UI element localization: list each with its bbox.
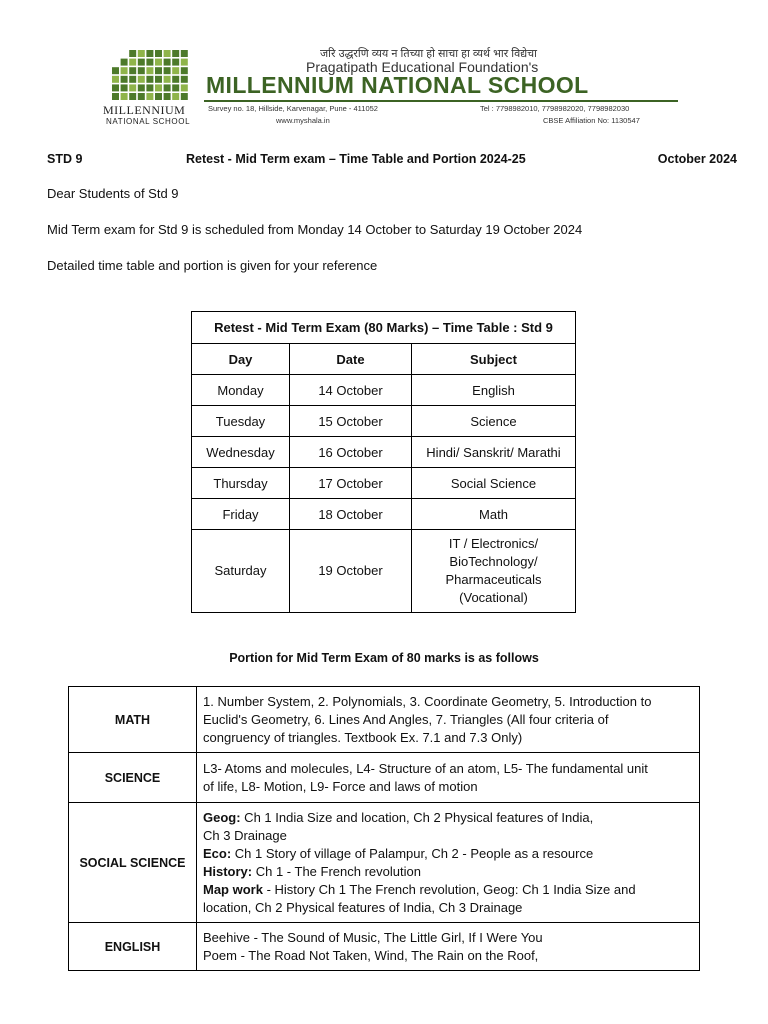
logo-cell bbox=[129, 84, 136, 91]
logo-cell bbox=[138, 59, 145, 66]
logo-cell bbox=[121, 76, 128, 83]
row-date: 18 October bbox=[290, 499, 412, 530]
timetable bbox=[191, 311, 576, 613]
logo-cell bbox=[129, 67, 136, 74]
row-day: Tuesday bbox=[192, 406, 290, 437]
history-text: Ch 1 - The French revolution bbox=[252, 863, 421, 879]
school-website: www.myshala.in bbox=[276, 116, 330, 125]
header-divider bbox=[204, 100, 678, 102]
logo-cell bbox=[138, 76, 145, 83]
portion-line bbox=[203, 809, 693, 827]
row-date: 16 October bbox=[290, 437, 412, 468]
portion-line: congruency of triangles. Textbook Ex. 7.1 and 7.3 Only) bbox=[203, 729, 523, 745]
geog-label: Geog: bbox=[203, 809, 241, 825]
history-label: History: bbox=[203, 863, 253, 879]
portion-line: Beehive - The Sound of Music, The Little Girl, If I Were You bbox=[203, 929, 543, 945]
logo-cell bbox=[172, 84, 179, 91]
logo-cell bbox=[164, 93, 171, 100]
map-work-text: - History Ch 1 The French revolution, Geog: Ch 1 India Size and bbox=[262, 881, 636, 897]
english-portion bbox=[197, 923, 700, 971]
portion-title: Portion for Mid Term Exam of 80 marks is as follows bbox=[229, 651, 539, 665]
social-science-portion bbox=[197, 803, 700, 923]
logo-cell bbox=[181, 50, 188, 57]
exam-schedule-text: Mid Term exam for Std 9 is scheduled from Monday 14 October to Saturday 19 October 2024 bbox=[47, 222, 583, 237]
row-subject: Social Science bbox=[412, 468, 576, 499]
subject-science: SCIENCE bbox=[69, 753, 197, 803]
logo-cell bbox=[112, 67, 119, 74]
row-day: Monday bbox=[192, 375, 290, 406]
subject-line: Pharmaceuticals bbox=[445, 572, 542, 587]
logo-school-name: MILLENNIUM bbox=[103, 103, 186, 117]
logo-cell bbox=[112, 93, 119, 100]
logo-cell bbox=[155, 50, 162, 57]
document-title: Retest - Mid Term exam – Time Table and Portion 2024-25 bbox=[186, 152, 526, 166]
logo-cell bbox=[155, 76, 162, 83]
subject-line: BioTechnology/ bbox=[449, 554, 538, 569]
logo-cell bbox=[155, 93, 162, 100]
table-row bbox=[192, 437, 576, 468]
school-motto: जरि उद्धरणि व्यय न तिच्या हो साचा हा व्यर्थ भार विद्येचा bbox=[320, 48, 537, 60]
logo-cell bbox=[164, 84, 171, 91]
logo-cell bbox=[121, 93, 128, 100]
logo-cell bbox=[138, 50, 145, 57]
logo-cell bbox=[146, 93, 153, 100]
portion-line: 1. Number System, 2. Polynomials, 3. Coordinate Geometry, 5. Introduction to bbox=[203, 693, 652, 709]
header-subject: Subject bbox=[412, 344, 576, 375]
portion-line: location, Ch 2 Physical features of India, Ch 3 Drainage bbox=[203, 899, 523, 915]
school-logo-icon bbox=[112, 50, 190, 100]
logo-cell bbox=[181, 67, 188, 74]
logo-cell bbox=[181, 59, 188, 66]
logo-cell bbox=[164, 67, 171, 74]
timetable-header-row bbox=[192, 344, 576, 375]
row-day: Friday bbox=[192, 499, 290, 530]
logo-cell bbox=[172, 59, 179, 66]
table-row bbox=[69, 753, 700, 803]
geog-text: Ch 1 India Size and location, Ch 2 Physical features of India, bbox=[240, 809, 594, 825]
logo-cell bbox=[112, 76, 119, 83]
logo-cell bbox=[138, 93, 145, 100]
school-address: Survey no. 18, Hillside, Karvenagar, Pune - 411052 bbox=[208, 104, 378, 113]
table-row bbox=[192, 499, 576, 530]
row-date: 17 October bbox=[290, 468, 412, 499]
row-date: 15 October bbox=[290, 406, 412, 437]
school-name: MILLENNIUM NATIONAL SCHOOL bbox=[206, 72, 589, 98]
row-subject: Hindi/ Sanskrit/ Marathi bbox=[412, 437, 576, 468]
table-row bbox=[192, 406, 576, 437]
logo-cell bbox=[172, 76, 179, 83]
logo-cell bbox=[121, 59, 128, 66]
header-date: Date bbox=[290, 344, 412, 375]
row-subject bbox=[412, 530, 576, 613]
logo-cell bbox=[121, 84, 128, 91]
portion-line: Euclid's Geometry, 6. Lines And Angles, 7. Triangles (All four criteria of bbox=[203, 711, 609, 727]
row-subject: English bbox=[412, 375, 576, 406]
foundation-name: Pragatipath Educational Foundation's bbox=[306, 59, 539, 75]
school-telephone: Tel : 7798982010, 7798982020, 7798982030 bbox=[480, 104, 630, 113]
logo-cell bbox=[172, 50, 179, 57]
timetable-caption: Retest - Mid Term Exam (80 Marks) – Time Table : Std 9 bbox=[192, 312, 576, 344]
subject-math: MATH bbox=[69, 687, 197, 753]
portion-line: Ch 3 Drainage bbox=[203, 827, 287, 843]
logo-school-subtitle: NATIONAL SCHOOL bbox=[106, 117, 191, 126]
subject-english: ENGLISH bbox=[69, 923, 197, 971]
table-row bbox=[69, 923, 700, 971]
logo-cell bbox=[146, 67, 153, 74]
reference-text: Detailed time table and portion is given for your reference bbox=[47, 258, 378, 273]
science-portion bbox=[197, 753, 700, 803]
subject-line: IT / Electronics/ bbox=[448, 536, 539, 551]
logo-cell bbox=[164, 76, 171, 83]
header-day: Day bbox=[192, 344, 290, 375]
portion-line bbox=[203, 881, 693, 899]
logo-cell bbox=[164, 59, 171, 66]
logo-cell bbox=[181, 76, 188, 83]
logo-cell bbox=[146, 59, 153, 66]
portion-table bbox=[68, 686, 700, 971]
table-row bbox=[192, 468, 576, 499]
map-work-label: Map work bbox=[203, 881, 263, 897]
row-day: Wednesday bbox=[192, 437, 290, 468]
portion-line bbox=[203, 863, 693, 881]
logo-cell bbox=[146, 76, 153, 83]
row-subject: Science bbox=[412, 406, 576, 437]
cbse-affiliation: CBSE Affiliation No: 1130547 bbox=[543, 116, 640, 125]
table-row bbox=[192, 375, 576, 406]
logo-cell bbox=[155, 67, 162, 74]
logo-cell bbox=[146, 84, 153, 91]
eco-label: Eco: bbox=[203, 845, 232, 861]
logo-cell bbox=[164, 50, 171, 57]
std-label: STD 9 bbox=[47, 152, 83, 166]
portion-line bbox=[203, 845, 693, 863]
logo-cell bbox=[155, 59, 162, 66]
logo-cell bbox=[138, 84, 145, 91]
table-row bbox=[192, 530, 576, 613]
logo-cell bbox=[138, 67, 145, 74]
logo-cell bbox=[129, 50, 136, 57]
logo-cell bbox=[181, 93, 188, 100]
document-month: October 2024 bbox=[657, 152, 737, 166]
logo-cell bbox=[129, 93, 136, 100]
logo-cell bbox=[129, 76, 136, 83]
portion-line: L3- Atoms and molecules, L4- Structure of an atom, L5- The fundamental unit bbox=[203, 760, 648, 776]
row-day: Thursday bbox=[192, 468, 290, 499]
logo-cell bbox=[172, 67, 179, 74]
math-portion bbox=[197, 687, 700, 753]
row-subject: Math bbox=[412, 499, 576, 530]
table-row bbox=[69, 803, 700, 923]
logo-cell bbox=[172, 93, 179, 100]
subject-social-science: SOCIAL SCIENCE bbox=[69, 803, 197, 923]
table-row bbox=[69, 687, 700, 753]
logo-cell bbox=[121, 67, 128, 74]
eco-text: Ch 1 Story of village of Palampur, Ch 2 - People as a resource bbox=[231, 845, 594, 861]
logo-cell bbox=[181, 84, 188, 91]
portion-line: of life, L8- Motion, L9- Force and laws of motion bbox=[203, 778, 478, 794]
subject-line: (Vocational) bbox=[459, 590, 528, 605]
row-date: 19 October bbox=[290, 530, 412, 613]
logo-cell bbox=[155, 84, 162, 91]
greeting: Dear Students of Std 9 bbox=[47, 186, 179, 201]
logo-cell bbox=[129, 59, 136, 66]
row-date: 14 October bbox=[290, 375, 412, 406]
row-day: Saturday bbox=[192, 530, 290, 613]
portion-line: Poem - The Road Not Taken, Wind, The Rain on the Roof, bbox=[203, 947, 539, 963]
logo-cell bbox=[112, 84, 119, 91]
logo-cell bbox=[146, 50, 153, 57]
